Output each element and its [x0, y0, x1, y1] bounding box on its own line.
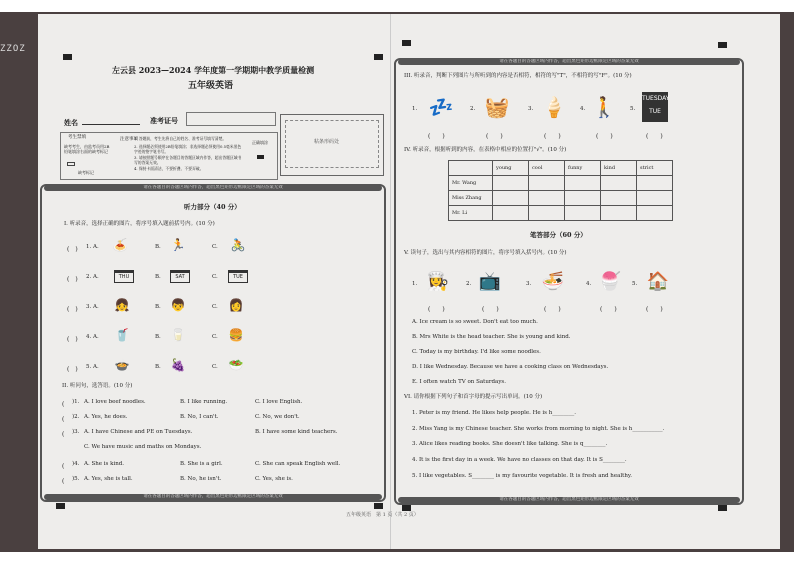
answer-blank[interactable]: (	[62, 431, 71, 438]
check-cell[interactable]	[601, 206, 637, 221]
fill-in-sentence: 2. Miss Yang is my Chinese teacher. She works from morning to night. She is h___________.	[412, 426, 665, 432]
q2-title: II. 听问句，选答语。(10 分)	[62, 383, 133, 389]
q5-num: 1.	[412, 281, 418, 287]
alignment-marker	[718, 42, 727, 48]
burger-icon: 🍔	[228, 328, 244, 342]
answer-blank[interactable]: ( )	[428, 133, 445, 140]
option-label: B.	[155, 334, 161, 340]
option-label: 4. A.	[86, 334, 99, 340]
q3-num: 4.	[580, 106, 586, 112]
boy-icon: 👦	[170, 298, 186, 312]
answer-blank[interactable]: ( )	[67, 306, 78, 313]
alignment-marker	[402, 505, 411, 511]
check-cell[interactable]	[565, 176, 601, 191]
answer-blank[interactable]: ( )	[600, 306, 617, 313]
answer-option: B. I like running.	[180, 399, 228, 405]
written-title: 笔答部分（60 分）	[530, 231, 587, 239]
option-label: B.	[155, 244, 161, 250]
q3-num: 2.	[470, 106, 476, 112]
answer-option: A. I have Chinese and PE on Tuesdays.	[84, 429, 193, 435]
noodle-bowl-icon: 🍜	[541, 271, 565, 292]
border-note: 请在各题目的答题区域内作答，超出黑色矩形边框限定区域的答案无效	[398, 497, 740, 503]
answer-option: A. She is kind.	[84, 461, 125, 467]
fold-line	[390, 14, 391, 549]
answer-blank[interactable]: ( )	[646, 133, 663, 140]
answer-option: B. She is a girl.	[180, 461, 223, 467]
edge-text: ZZOZ	[0, 44, 26, 54]
tv-icon: 📺	[478, 271, 502, 292]
barcode-label: 粘条形码处	[314, 139, 340, 145]
girl-icon: 👧	[114, 298, 130, 312]
table-row	[449, 191, 673, 206]
answer-option: C. Yes, she is.	[255, 476, 293, 482]
check-cell[interactable]	[493, 191, 529, 206]
rules-head: 注意事项	[120, 137, 138, 142]
answer-blank[interactable]: ( )	[596, 133, 613, 140]
alignment-marker	[374, 54, 383, 60]
option-label: 2. A.	[86, 274, 99, 280]
answer-option: C. No, we don't.	[255, 414, 300, 420]
q5-num: 5.	[632, 281, 638, 287]
page-footer: 五年级英语 第 1 页（共 2 页）	[346, 512, 419, 518]
table-cell	[449, 161, 493, 176]
option-label: C.	[212, 334, 218, 340]
q5-num: 4.	[586, 281, 592, 287]
answer-num: )3.	[72, 429, 80, 435]
answer-blank[interactable]: ( )	[486, 133, 503, 140]
alignment-marker	[56, 503, 65, 509]
q3-num: 5.	[630, 106, 636, 112]
answer-blank[interactable]: ( )	[67, 366, 78, 373]
option-label: B.	[155, 274, 161, 280]
answer-blank[interactable]: ( )	[544, 306, 561, 313]
option-label: C.	[212, 304, 218, 310]
teacher-table	[448, 160, 673, 221]
check-cell[interactable]	[637, 206, 673, 221]
option-label: C.	[212, 244, 218, 250]
walking-icon: 🚶	[591, 95, 617, 119]
table-header-cell: kind	[601, 161, 637, 176]
q1-title: I. 听录音，选择正确的图片，将序号填入题前括号内。(10 分)	[64, 221, 215, 227]
noodles-icon: 🍝	[112, 238, 128, 252]
table-row	[449, 176, 673, 191]
check-cell[interactable]	[601, 191, 637, 206]
exam-subtitle: 五年级英语	[188, 81, 234, 91]
option-label: B.	[155, 364, 161, 370]
drink-icon: 🥤	[114, 328, 130, 342]
sleeping-icon: 💤	[428, 95, 454, 119]
calendar-icon: THU	[114, 270, 134, 283]
check-cell[interactable]	[637, 191, 673, 206]
grapes-icon: 🍇	[170, 358, 186, 372]
ticket-number-field[interactable]	[186, 112, 276, 126]
fill-in-sentence: 4. It is the first day in a week. We have no classes on that day. It is S________.	[412, 457, 627, 463]
fill-example-mark	[257, 155, 264, 159]
cycling-icon: 🚴	[230, 238, 246, 252]
check-cell[interactable]	[637, 176, 673, 191]
ticket-label: 准考证号	[150, 116, 178, 125]
answer-num: )2.	[72, 414, 80, 420]
sentence-d: D. I like Wednesday. Because we have a cooking class on Wednesdays.	[412, 364, 609, 370]
answer-num: )4.	[72, 461, 80, 467]
name-field[interactable]	[82, 124, 140, 125]
row-label: Miss Zhang	[449, 191, 493, 206]
notice-head: 考生禁填	[68, 135, 86, 140]
check-cell[interactable]	[601, 176, 637, 191]
rule-line: 3. 请按照题号顺序在各题目的答题区域内作答，超出答题区域书写的答案无效。	[134, 155, 242, 165]
q5-num: 3.	[526, 281, 532, 287]
notice-text: 缺考考生，由监考员用2B铅笔填涂右面的缺考标记	[64, 144, 110, 154]
washing-machine-icon: 🧺	[484, 95, 510, 119]
check-cell[interactable]	[529, 191, 565, 206]
table-header-cell: young	[493, 161, 529, 176]
option-label: 1. A.	[86, 244, 99, 250]
ice-cream-icon: 🍦	[541, 95, 567, 119]
salad-icon: 🥗	[228, 358, 244, 372]
exam-title: 左云县 2023—2024 学年度第一学期期中教学质量检测	[112, 65, 315, 75]
q3-num: 1.	[412, 106, 418, 112]
option-label: 3. A.	[86, 304, 99, 310]
answer-option: A. I love beef noodles.	[84, 399, 146, 405]
answer-blank[interactable]: (	[62, 416, 71, 423]
missing-label: 缺考标记	[78, 170, 94, 175]
check-cell[interactable]	[493, 206, 529, 221]
answer-option: C. She can speak English well.	[255, 461, 341, 467]
answer-blank[interactable]: ( )	[67, 246, 78, 253]
alignment-marker	[402, 40, 411, 46]
answer-blank[interactable]: ( )	[482, 306, 499, 313]
ice-cream-cone-icon: 🍧	[598, 271, 622, 292]
q4-title: IV. 听录音，根据听到的内容，在表格中相应的位置打"√"。(10 分)	[404, 147, 567, 153]
answer-blank[interactable]: ( )	[544, 133, 561, 140]
table-row	[449, 206, 673, 221]
rule-line: 4. 保持卡面清洁，不要折叠、不要弄破。	[134, 166, 204, 171]
option-label: C.	[212, 364, 218, 370]
answer-blank[interactable]: ( )	[67, 336, 78, 343]
rule-line: 2. 选择题必须使用2B铅笔填涂；非选择题必须使用0.5毫米黑色字迹的签字笔书写。	[134, 144, 242, 154]
sentence-e: E. I often watch TV on Saturdays.	[412, 379, 506, 385]
answer-blank[interactable]: (	[62, 463, 71, 470]
milk-icon: 🥛	[170, 328, 186, 342]
q3-title: III. 听录音，判断下列图片与所听到的内容是否相符，相符的写"T"，不相符的写"F"。(10 分)	[404, 73, 632, 79]
border-note: 请在各题目的答题区域内作答，超出黑色矩形边框限定区域的答案无效	[44, 494, 382, 500]
answer-option: B. No, I can't.	[180, 414, 219, 420]
q5-num: 2.	[466, 281, 472, 287]
option-label: 5. A.	[86, 364, 99, 370]
answer-blank[interactable]: (	[62, 401, 71, 408]
answer-blank[interactable]: ( )	[67, 276, 78, 283]
missing-checkbox[interactable]	[67, 162, 75, 166]
soup-icon: 🍲	[114, 358, 130, 372]
chef-icon: 👩‍🍳	[426, 271, 450, 292]
running-icon: 🏃	[170, 238, 186, 252]
option-label: B.	[155, 304, 161, 310]
fill-in-sentence: 1. Peter is my friend. He likes help people. He is h________.	[412, 410, 577, 416]
check-cell[interactable]	[493, 176, 529, 191]
calendar-icon: TUE	[228, 270, 248, 283]
border-note: 请在各题目的答题区域内作答，超出黑色矩形边框限定区域的答案无效	[398, 59, 740, 65]
q5-title: V. 读句子，选出与其内容相符的图片，将序号填入括号内。(10 分)	[404, 250, 567, 256]
answer-option: C. I love English.	[255, 399, 303, 405]
check-cell[interactable]	[565, 206, 601, 221]
answer-blank[interactable]: ( )	[428, 306, 445, 313]
name-label: 姓名	[64, 118, 78, 127]
sentence-c: C. Today is my birthday. I'd like some noodles.	[412, 349, 541, 355]
row-label: Mr. Wang	[449, 176, 493, 191]
fill-in-sentence: 5. I like vegetables. S________ is my favourite vegetable. It is fresh and healthy.	[412, 473, 632, 479]
table-header-row	[449, 161, 673, 176]
row-label: Mr. Li	[449, 206, 493, 221]
table-header-cell: funny	[565, 161, 601, 176]
answer-option: A. Yes, she is tall.	[84, 476, 133, 482]
check-cell[interactable]	[529, 176, 565, 191]
answer-option: C. We have music and maths on Mondays.	[84, 444, 202, 450]
tuesday-calendar-icon: TUESDAY TUE	[642, 92, 668, 122]
table-header-cell: cool	[529, 161, 565, 176]
answer-option: B. No, he isn't.	[180, 476, 222, 482]
table-header-cell: strict	[637, 161, 673, 176]
fill-in-sentence: 3. Alice likes reading books. She doesn't like talking. She is q________.	[412, 441, 608, 447]
answer-num: )5.	[72, 476, 80, 482]
check-cell[interactable]	[529, 206, 565, 221]
alignment-marker	[374, 503, 383, 509]
option-label: C.	[212, 274, 218, 280]
answer-option: A. Yes, he does.	[84, 414, 128, 420]
alignment-marker	[718, 505, 727, 511]
q6-title: VI. 请你根据下列句子和首字母的提示写出单词。(10 分)	[404, 394, 543, 400]
calendar-icon: SAT	[170, 270, 190, 283]
fill-example-label: 正确填涂	[252, 140, 268, 145]
alignment-marker	[63, 54, 72, 60]
answer-blank[interactable]: (	[62, 478, 71, 485]
answer-option: B. I have some kind teachers.	[255, 429, 338, 435]
sentence-b: B. Mrs White is the head teacher. She is young and kind.	[412, 334, 571, 340]
listening-title: 听力部分（40 分）	[184, 203, 241, 211]
q3-num: 3.	[528, 106, 534, 112]
answer-num: )1.	[72, 399, 80, 405]
answer-blank[interactable]: ( )	[646, 306, 663, 313]
sentence-a: A. Ice cream is so sweet. Don't eat too much.	[412, 319, 538, 325]
check-cell[interactable]	[565, 191, 601, 206]
answer-frame-left	[40, 184, 386, 502]
woman-icon: 👩	[228, 298, 244, 312]
building-icon: 🏠	[646, 271, 670, 292]
rule-line: 1. 答题前，考生先将自己的姓名、准考证号填写清楚。	[134, 136, 227, 141]
border-note: 请在各题目的答题区域内作答，超出黑色矩形边框限定区域的答案无效	[44, 185, 382, 191]
